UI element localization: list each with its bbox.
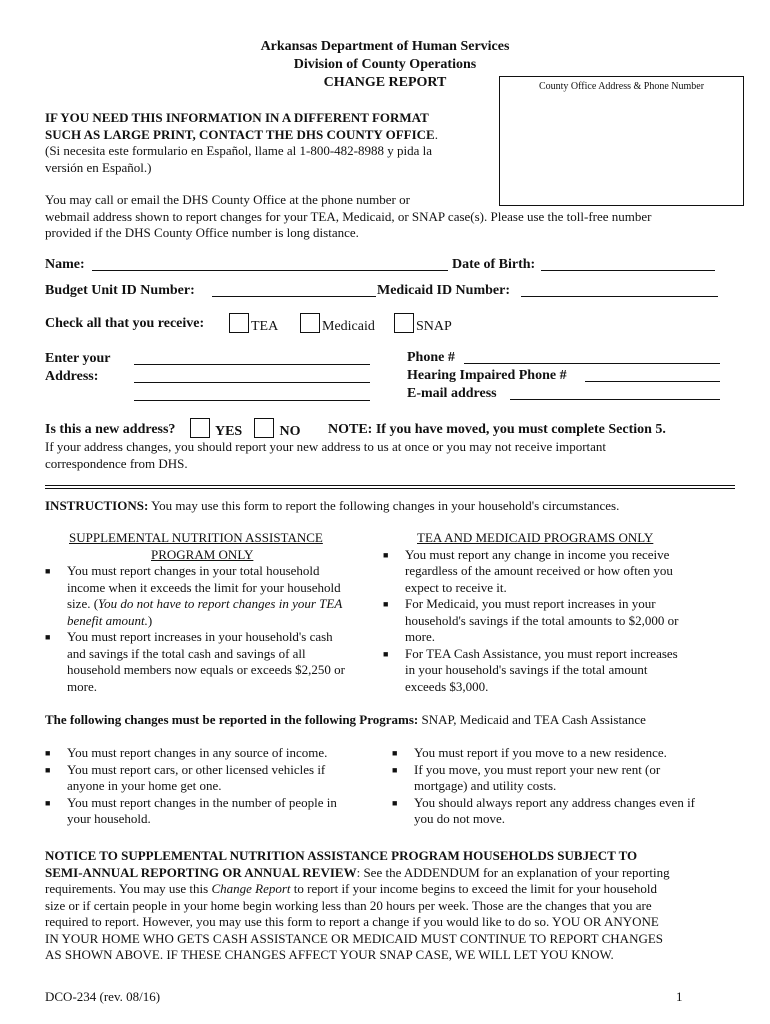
all-right-b2-l1: If you move, you must report your new rent (or bbox=[414, 761, 661, 777]
address-line1-field[interactable] bbox=[134, 351, 370, 365]
square-bullet-icon: ■ bbox=[45, 797, 51, 808]
phone-label: Phone # bbox=[407, 350, 455, 365]
snap-only-section bbox=[45, 530, 375, 695]
snap-label: SNAP bbox=[416, 319, 452, 334]
tea-b2-l1: For Medicaid, you must report increases in your bbox=[405, 596, 656, 611]
square-bullet-icon: ■ bbox=[392, 748, 398, 758]
square-bullet-icon: ■ bbox=[45, 632, 51, 642]
address-label bbox=[45, 350, 110, 386]
agency-name: Arkansas Department of Human Services bbox=[260, 39, 510, 54]
snap-b1-l4b: ) bbox=[147, 612, 153, 628]
square-bullet-icon: ■ bbox=[383, 599, 389, 609]
instructions bbox=[45, 498, 745, 515]
tea-b3-l2: in your household's savings if the total amount bbox=[405, 662, 648, 677]
dob-label: Date of Birth: bbox=[452, 257, 536, 272]
all-left-b1-l1: You must report changes in any source of income. bbox=[67, 745, 328, 760]
no-label: NO bbox=[279, 424, 301, 439]
snap-checkbox[interactable] bbox=[394, 313, 414, 333]
name-label: Name: bbox=[45, 257, 85, 272]
address-label-line1: Enter your bbox=[45, 351, 111, 366]
contact-line1: You may call or email the DHS County Office at the phone number or bbox=[45, 192, 410, 207]
hearing-phone-field[interactable] bbox=[585, 368, 720, 382]
notice-line3b: Change Report bbox=[211, 881, 291, 896]
programs-received-row bbox=[45, 316, 204, 333]
tea-b3-l3: exceeds $3,000. bbox=[405, 678, 489, 694]
format-notice-line1: IF YOU NEED THIS INFORMATION IN A DIFFERENT FORMAT bbox=[45, 110, 429, 125]
notice-line5: required to report. However, you may use this form to report a change if you would like to do so. YOU OR ANYONE bbox=[45, 914, 659, 929]
notice-line4: size or if certain people in your home begin working less than 20 hours per week. Those are the changes that you are bbox=[45, 897, 652, 913]
all-left-b1 bbox=[45, 745, 375, 762]
all-programs-bold: The following changes must be reported in the following Programs: bbox=[45, 712, 419, 727]
name-field[interactable] bbox=[92, 257, 448, 271]
all-programs-left bbox=[45, 745, 375, 828]
new-address-no-option[interactable] bbox=[254, 418, 301, 441]
address-change-line2: correspondence from DHS. bbox=[45, 455, 188, 471]
square-bullet-icon: ■ bbox=[383, 549, 389, 560]
page-number: 1 bbox=[676, 989, 683, 1004]
snap-b2-l3: household members now equals or exceeds $2,250 or bbox=[67, 662, 345, 677]
all-right-b2-l2: mortgage) and utility costs. bbox=[414, 778, 557, 793]
notice-line2-bold: SEMI-ANNUAL REPORTING OR ANNUAL REVIEW bbox=[45, 864, 357, 880]
format-notice-line2: SUCH AS LARGE PRINT, CONTACT THE DHS COUNTY OFFICE bbox=[45, 126, 435, 142]
snap-b2-l1: You must report increases in your household's cash bbox=[67, 629, 333, 644]
tea-b1-l2: regardless of the amount received or how often you bbox=[405, 563, 673, 578]
all-left-b2-l1: You must report cars, or other licensed vehicles if bbox=[67, 761, 326, 777]
notice-line6: IN YOUR HOME WHO GETS CASH ASSISTANCE OR MEDICAID MUST CONTINUE TO REPORT CHANGES bbox=[45, 930, 664, 946]
all-right-b2 bbox=[392, 762, 732, 795]
snap-notice bbox=[45, 848, 745, 964]
tea-b1-l3: expect to receive it. bbox=[405, 579, 507, 595]
square-bullet-icon: ■ bbox=[45, 748, 51, 758]
tea-b1-l1: You must report any change in income you receive bbox=[405, 546, 670, 562]
dob-field[interactable] bbox=[541, 257, 715, 271]
all-right-b1 bbox=[392, 745, 732, 762]
new-address-no-checkbox[interactable] bbox=[254, 418, 274, 438]
all-programs-right bbox=[392, 745, 732, 828]
check-all-label: Check all that you receive: bbox=[45, 316, 205, 331]
snap-b2-l4: more. bbox=[67, 678, 97, 694]
spanish-notice-line2: versión en Español.) bbox=[45, 159, 152, 175]
all-right-b1-l1: You must report if you move to a new residence. bbox=[414, 745, 667, 760]
square-bullet-icon: ■ bbox=[45, 764, 51, 775]
all-left-b3-l2: your household. bbox=[67, 811, 151, 826]
square-bullet-icon: ■ bbox=[392, 764, 398, 775]
snap-b1-l3a: size. ( bbox=[67, 596, 99, 611]
square-bullet-icon: ■ bbox=[383, 648, 389, 659]
email-field[interactable] bbox=[510, 386, 720, 400]
new-address-yes-option[interactable] bbox=[190, 418, 242, 441]
budget-unit-label: Budget Unit ID Number: bbox=[45, 283, 195, 298]
tea-medicaid-section bbox=[383, 530, 723, 695]
instructions-text: You may use this form to report the following changes in your household's circumstances. bbox=[151, 498, 620, 513]
all-left-b3-l1: You must report changes in the number of people in bbox=[67, 794, 337, 810]
format-notice bbox=[45, 110, 505, 176]
contact-instructions bbox=[45, 192, 745, 242]
snap-heading-line2: PROGRAM ONLY bbox=[151, 546, 254, 562]
instructions-label: INSTRUCTIONS: bbox=[45, 498, 149, 513]
tea-bullet-medicaid bbox=[383, 596, 723, 646]
address-line2-field[interactable] bbox=[134, 369, 370, 383]
format-notice-period: . bbox=[434, 126, 438, 142]
medicaid-checkbox[interactable] bbox=[300, 313, 320, 333]
snap-heading-line1: SUPPLEMENTAL NUTRITION ASSISTANCE bbox=[69, 530, 323, 545]
medicaid-id-field[interactable] bbox=[521, 283, 718, 297]
contact-line2: webmail address shown to report changes for your TEA, Medicaid, or SNAP case(s). Please use the toll-free number bbox=[45, 208, 652, 224]
medicaid-option[interactable] bbox=[300, 313, 375, 336]
address-line3-field[interactable] bbox=[134, 387, 370, 401]
all-left-b3 bbox=[45, 795, 375, 828]
phone-field[interactable] bbox=[464, 350, 720, 364]
yes-label: YES bbox=[214, 424, 243, 439]
divider-top bbox=[45, 485, 735, 486]
snap-option[interactable] bbox=[394, 313, 452, 336]
email-label: E-mail address bbox=[407, 386, 497, 401]
snap-b1-l4a: benefit amount. bbox=[67, 612, 148, 628]
new-address-question: Is this a new address? bbox=[45, 422, 176, 437]
square-bullet-icon: ■ bbox=[45, 566, 51, 576]
snap-bullet-savings bbox=[45, 629, 375, 695]
division-name: Division of County Operations bbox=[293, 57, 477, 72]
form-id: DCO-234 (rev. 08/16) bbox=[45, 989, 161, 1004]
snap-b2-l2: and savings if the total cash and savings of all bbox=[67, 645, 306, 661]
all-right-b3-l2: you do not move. bbox=[414, 811, 505, 826]
contact-line3: provided if the DHS County Office number is long distance. bbox=[45, 225, 359, 240]
tea-label: TEA bbox=[251, 319, 279, 334]
tea-bullet-income bbox=[383, 547, 723, 597]
moved-note: NOTE: If you have moved, you must complete Section 5. bbox=[328, 422, 666, 437]
county-office-box bbox=[499, 76, 744, 206]
tea-option[interactable] bbox=[229, 313, 278, 336]
square-bullet-icon: ■ bbox=[392, 797, 398, 808]
notice-line1: NOTICE TO SUPPLEMENTAL NUTRITION ASSISTANCE PROGRAM HOUSEHOLDS SUBJECT TO bbox=[45, 848, 638, 863]
all-right-b3-l1: You should always report any address changes even if bbox=[414, 794, 696, 810]
tea-b2-l2: household's savings if the total amounts to $2,000 or bbox=[405, 612, 679, 628]
form-title: CHANGE REPORT bbox=[323, 75, 447, 90]
budget-unit-field[interactable] bbox=[212, 283, 376, 297]
snap-bullet-income bbox=[45, 563, 375, 629]
new-address-yes-checkbox[interactable] bbox=[190, 418, 210, 438]
snap-b1-l1: You must report changes in your total household bbox=[67, 563, 320, 578]
divider-bottom bbox=[45, 488, 735, 489]
snap-b1-l2: income when it exceeds the limit for your household bbox=[67, 579, 341, 595]
tea-b3-l1: For TEA Cash Assistance, you must report increases bbox=[405, 645, 678, 661]
county-office-label: County Office Address & Phone Number bbox=[538, 81, 705, 92]
spanish-notice-line1: (Si necesita este formulario en Español, llame al 1-800-482-8988 y pida la bbox=[45, 143, 432, 158]
address-change-notice bbox=[45, 439, 745, 472]
notice-line3c: to report if your income begins to exceed the limit for your household bbox=[290, 881, 657, 896]
all-left-b2 bbox=[45, 762, 375, 795]
notice-line2-rest: : See the ADDENDUM for an explanation of your reporting bbox=[356, 864, 670, 880]
medicaid-label: Medicaid bbox=[322, 319, 375, 334]
tea-checkbox[interactable] bbox=[229, 313, 249, 333]
all-programs-text: SNAP, Medicaid and TEA Cash Assistance bbox=[421, 712, 646, 727]
address-label-line2: Address: bbox=[45, 369, 99, 384]
snap-b1-l3b: You do not have to report changes in your TEA bbox=[98, 596, 343, 611]
tea-bullet-cash bbox=[383, 646, 723, 696]
notice-line3a: requirements. You may use this bbox=[45, 881, 212, 896]
medicaid-id-label: Medicaid ID Number: bbox=[377, 283, 510, 298]
tea-heading: TEA AND MEDICAID PROGRAMS ONLY bbox=[417, 530, 654, 545]
all-right-b3 bbox=[392, 795, 732, 828]
tea-b2-l3: more. bbox=[405, 629, 435, 644]
hearing-phone-label: Hearing Impaired Phone # bbox=[407, 368, 567, 383]
all-left-b2-l2: anyone in your home get one. bbox=[67, 778, 222, 793]
all-programs-heading bbox=[45, 712, 745, 729]
address-change-line1: If your address changes, you should report your new address to us at once or you may not receive important bbox=[45, 439, 607, 454]
notice-line7: AS SHOWN ABOVE. IF THESE CHANGES AFFECT YOUR SNAP CASE, WE WILL LET YOU KNOW. bbox=[45, 947, 614, 962]
